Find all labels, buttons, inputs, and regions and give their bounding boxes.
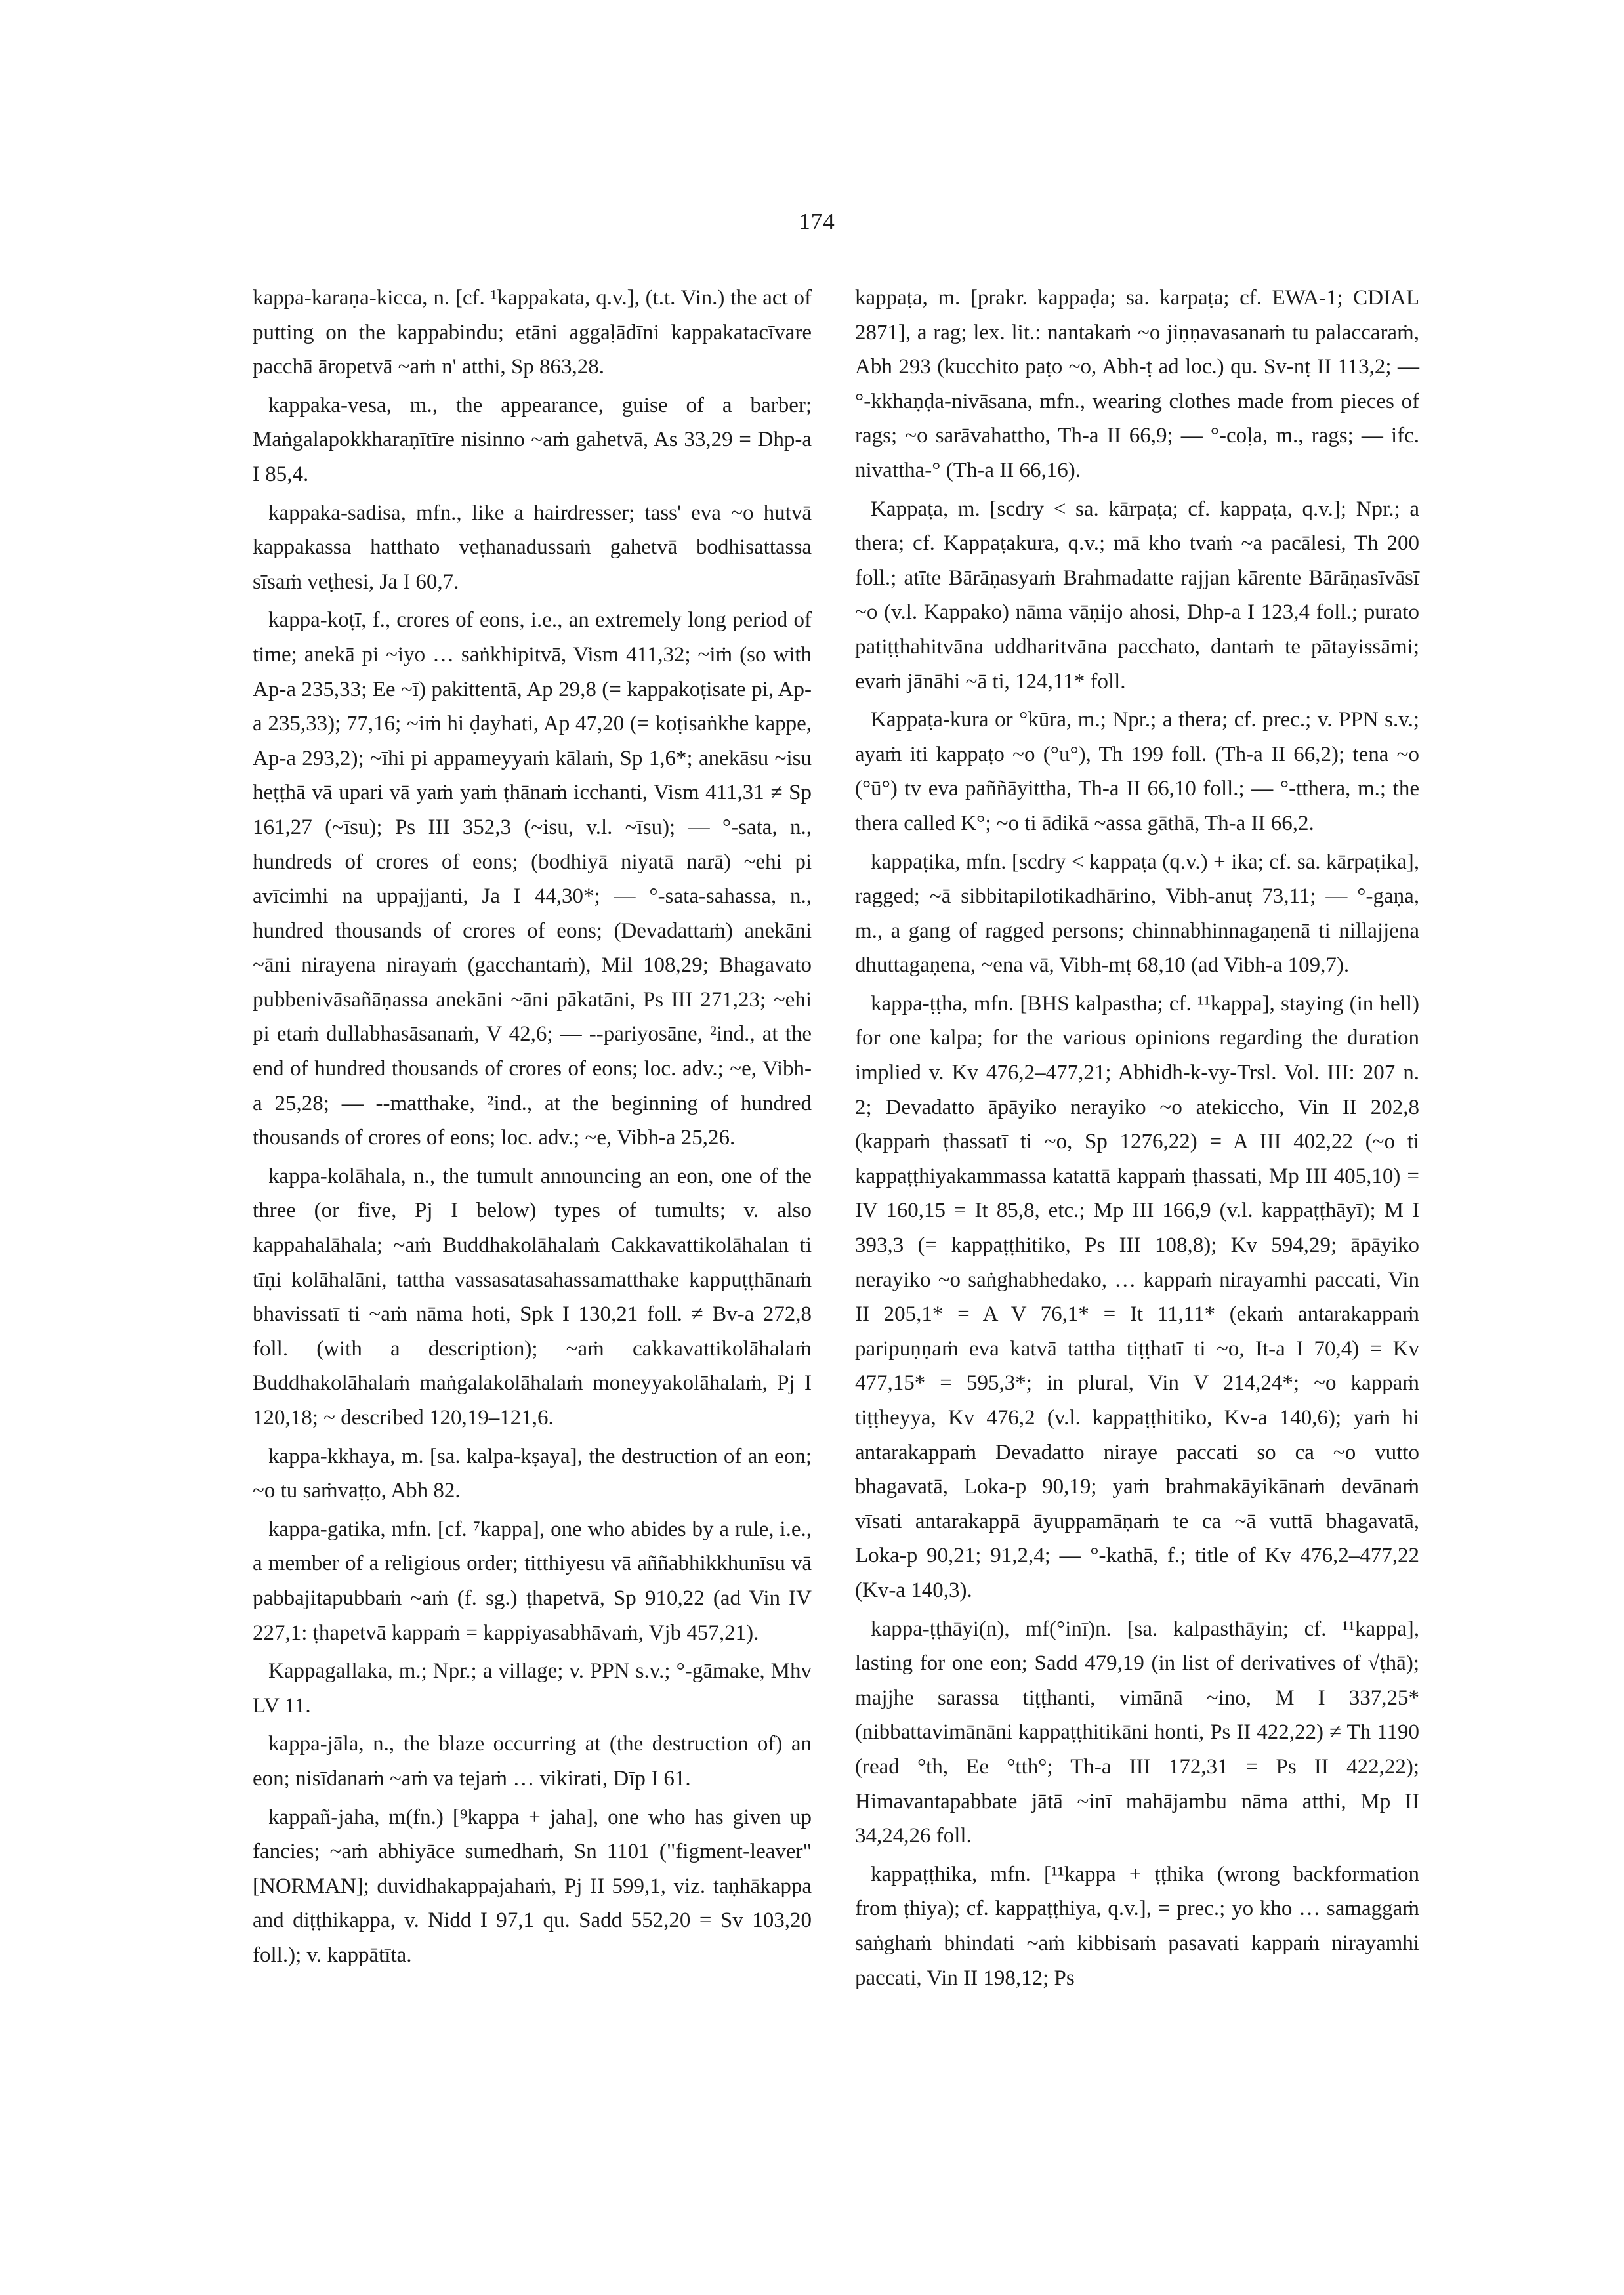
dictionary-entry: Kappaṭa-kura or °kūra, m.; Npr.; a thera; cf. prec.; v. PPN s.v.; ayaṁ iti kappaṭo ~o (°u°), Th 199 foll. (Th-a II 66,2); tena ~o (°ū°) tv eva paññāyittha, Th-a II 66,10 foll.; — °-tthera, m.; the thera called K°; ~o ti ādikā ~assa gāthā, Th-a II 66,2. [855,708,1419,835]
page-number: 174 [799,209,835,234]
dictionary-entry: Kappaṭa, m. [scdry < sa. kārpaṭa; cf. kappaṭa, q.v.]; Npr.; a thera; cf. Kappaṭakura, q.v.; mā kho tvaṁ ~a pacālesi, Th 200 foll.; atīte Bārāṇasyaṁ Brahmadatte rajjan kārente Bārāṇasīvāsī ~o (v.l. Kappako) nāma vāṇijo ahosi, Dhp-a I 123,4 foll.; purato patiṭṭhahitvāna uddharitvāna pacchato, dantaṁ te pātayissāmi; evaṁ jānāhi ~ā ti, 124,11* foll. [855,497,1419,693]
dictionary-entry: kappaka-vesa, m., the appearance, guise of a barber; Maṅgalapokkharaṇītīre nisinno ~aṁ gahetvā, As 33,29 = Dhp-a I 85,4. [253,393,812,486]
dictionary-entry: kappa-karaṇa-kicca, n. [cf. ¹kappakata, q.v.], (t.t. Vin.) the act of putting on the kappabindu; etāni aggaḷādīni kappakataсīvare pacchā āropetvā ~aṁ n' atthi, Sp 863,28. [253,286,812,379]
dictionary-entry: kappa-koṭī, f., crores of eons, i.e., an extremely long period of time; anekā pi ~iyo … saṅkhipitvā, Vism 411,32; ~iṁ (so with Ap-a 235,33; Ee ~ī) pakittentā, Ap 29,8 (= kappakoṭisate pi, Ap-a 235,33); 77,16; ~iṁ hi ḍayhati, Ap 47,20 (= koṭisaṅkhe kappe, Ap-a 293,2); ~īhi pi appameyyaṁ kālaṁ, Sp 1,6*; anekāsu ~isu heṭṭhā vā upari vā yaṁ yaṁ ṭhānaṁ icchanti, Vism 411,31 ≠ Sp 161,27 (~īsu); Ps III 352,3 (~isu, v.l. ~īsu); — °-sata, n., hundreds of crores of eons; (bodhiyā niyatā narā) ~ehi pi avīcimhi na uppajjanti, Ja I 44,30*; — °-sata-sahassa, n., hundred thousands of crores of eons; (Devadattaṁ) anekāni ~āni nirayena nirayaṁ (gacchantaṁ), Mil 108,29; Bhagavato pubbenivāsañāṇassa anekāni ~āni pākatāni, Ps III 271,23; ~ehi pi etaṁ dullabhasāsanaṁ, V 42,6; — --pariyosāne, ²ind., at the end of hundred thousands of crores of eons; loc. adv.; ~e, Vibh-a 25,28; — --matthake, ²ind., at the beginning of hundred thousands of crores of eons; loc. adv.; ~e, Vibh-a 25,26. [253,608,812,1150]
dictionary-entry: kappaṭa, m. [prakr. kappaḍa; sa. karpaṭa; cf. EWA-1; CDIAL 2871], a rag; lex. lit.: nantakaṁ ~o jiṇṇavasanaṁ tu palaccaraṁ, Abh 293 (kucchito paṭo ~o, Abh-ṭ ad loc.) qu. Sv-nṭ II 113,2; — °-kkhaṇḍa-nivāsana, mfn., wearing clothes made from pieces of rags; ~o sarāvahattho, Th-a II 66,9; — °-coḷa, m., rags; — ifc. nivattha-° (Th-a II 66,16). [855,286,1419,482]
dictionary-entry: kappa-jāla, n., the blaze occurring at (the destruction of) an eon; nisīdanaṁ ~aṁ va tejaṁ … vikirati, Dīp I 61. [253,1732,812,1790]
left-column [253,281,812,1977]
dictionary-entry: kappaka-sadisa, mfn., like a hairdresser; tass' eva ~o hutvā kappakassa hatthato veṭhanadussaṁ gahetvā bodhisattassa sīsaṁ veṭhesi, Ja I 60,7. [253,501,812,594]
dictionary-entry: kappaṭṭhika, mfn. [¹¹kappa + ṭṭhika (wrong backformation from ṭhiya); cf. kappaṭṭhiya, q.v.], = prec.; yo kho … samaggaṁ saṅghaṁ bhindati ~aṁ kibbisaṁ pasavati kappaṁ nirayamhi paccati, Vin II 198,12; Ps [855,1862,1419,1990]
dictionary-entry: Kappagallaka, m.; Npr.; a village; v. PPN s.v.; °-gāmake, Mhv LV 11. [253,1659,812,1718]
right-column [855,281,1419,1999]
dictionary-entry: kappa-kkhaya, m. [sa. kalpa-kṣaya], the destruction of an eon; ~o tu saṁvaṭṭo, Abh 82. [253,1444,812,1503]
dictionary-entry: kappaṭika, mfn. [scdry < kappaṭa (q.v.) + ika; cf. sa. kārpaṭika], ragged; ~ā sibbitapilotikadhārino, Vibh-anuṭ 73,11; — °-gaṇa, m., a gang of ragged persons; chinnabhinnagaṇenā ti nillajjena dhuttagaṇena, ~ena vā, Vibh-mṭ 68,10 (ad Vibh-a 109,7). [855,850,1419,978]
dictionary-entry: kappa-gatika, mfn. [cf. ⁷kappa], one who abides by a rule, i.e., a member of a religious order; titthiyesu vā aññabhikkhunīsu vā pabbajitapubbaṁ ~aṁ (f. sg.) ṭhapetvā, Sp 910,22 (ad Vin IV 227,1: ṭhapetvā kappaṁ = kappiyasabhāvaṁ, Vjb 457,21). [253,1517,812,1645]
dictionary-entry: kappañ-jaha, m(fn.) [⁹kappa + jaha], one who has given up fancies; ~aṁ abhiyāce sumedhaṁ, Sn 1101 ("figment-leaver" [NORMAN]; duvidhakappajahaṁ, Pj II 599,1, viz. taṇhākappa and diṭṭhikappa, v. Nidd I 97,1 qu. Sadd 552,20 = Sv 103,20 foll.); v. kappātīta. [253,1805,812,1967]
dictionary-entry: kappa-kolāhala, n., the tumult announcing an eon, one of the three (or five, Pj I below) types of tumults; v. also kappahalāhala; ~aṁ Buddhakolāhalaṁ Cakkavattikolāhalan ti tīṇi kolāhalāni, tattha vassasatasahassamatthake kappuṭṭhānaṁ bhavissatī ti ~aṁ nāma hoti, Spk I 130,21 foll. ≠ Bv-a 272,8 foll. (with a description); ~aṁ cakkavattikolāhalaṁ Buddhakolāhalaṁ maṅgalakolāhalaṁ moneyyakolāhalaṁ, Pj I 120,18; ~ described 120,19–121,6. [253,1164,812,1430]
dictionary-entry: kappa-ṭṭhāyi(n), mf(°inī)n. [sa. kalpasthāyin; cf. ¹¹kappa], lasting for one eon; Sadd 479,19 (in list of derivatives of √ṭhā); majjhe sarassa tiṭṭhanti, vimānā ~ino, M I 337,25* (nibbattavimānāni kappaṭṭhitikāni honti, Ps II 422,22) ≠ Th 1190 (read °th, Ee °tth°; Th-a III 172,31 = Ps II 422,22); Himavantapabbate jātā ~inī mahājambu nāma atthi, Mp II 34,24,26 foll. [855,1617,1419,1848]
dictionary-entry: kappa-ṭṭha, mfn. [BHS kalpastha; cf. ¹¹kappa], staying (in hell) for one kalpa; for the various opinions regarding the duration implied v. Kv 476,2–477,21; Abhidh-k-vy-Trsl. Vol. III: 207 n. 2; Devadatto āpāyiko nerayiko ~o atekiccho, Vin II 202,8 (kappaṁ ṭhassatī ti ~o, Sp 1276,22) = A III 402,22 (~o ti kappaṭṭhiyakammassa katattā kappaṁ ṭhassati, Mp III 405,10) = IV 160,15 = It 85,8, etc.; Mp III 166,9 (v.l. kappaṭṭhāyī); M I 393,3 (= kappaṭṭhitiko, Ps III 108,8); Kv 594,29; āpāyiko nerayiko ~o saṅghabhedako, … kappaṁ nirayamhi paccati, Vin II 205,1* = A V 76,1* = It 11,11* (ekaṁ antarakappaṁ paripuṇṇaṁ eva katvā tattha tiṭṭhatī ti ~o, It-a I 70,4) = Kv 477,15* = 595,3*; in plural, Vin V 214,24*; ~o kappaṁ tiṭṭheyya, Kv 476,2 (v.l. kappaṭṭhitiko, Kv-a 140,6); yaṁ hi antarakappaṁ Devadatto niraye paccati so ca ~o vutto bhagavatā, Loka-p 90,19; yaṁ brahmakāyikānaṁ devānaṁ vīsati antarakappā āyuppamāṇaṁ te ca ~ā vuttā bhagavatā, Loka-p 90,21; 91,2,4; — °-kathā, f.; title of Kv 476,2–477,22 (Kv-a 140,3). [855,991,1419,1602]
